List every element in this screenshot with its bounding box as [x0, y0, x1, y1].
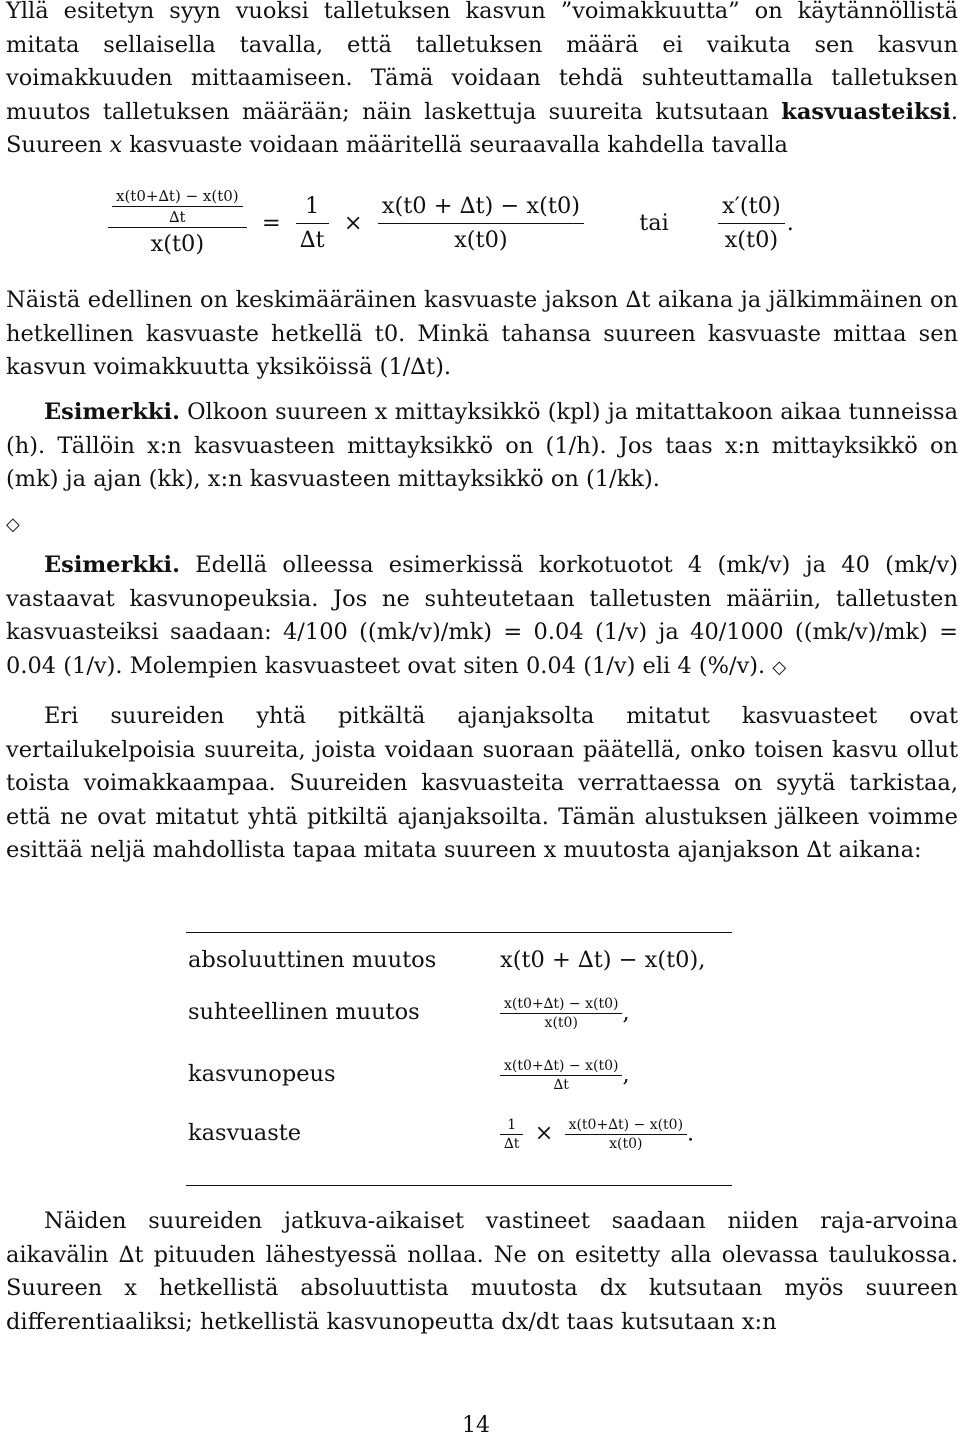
rhs-denominator: x(t0): [454, 227, 508, 254]
table-row: [188, 1044, 705, 1106]
intro-text-3: kasvuaste voidaan määritellä seuraavalla kahdella tavalla: [122, 132, 788, 158]
growth-rate-times: ×: [534, 1120, 554, 1146]
or-word: tai: [639, 209, 669, 236]
continuous-paragraph: Näiden suureiden jatkuva-aikaiset vastineet saadaan niiden raja-arvoina aikavälin ∆t pituuden lähestyessä nollaa. Ne on esitetty alla olevassa taulukossa. Suureen x hetkellistä absoluuttista muutosta dx kutsutaan myös suureen differentiaaliksi; hetkellistä kasvunopeutta dx/dt taas kutsutaan x:n: [6, 1208, 958, 1335]
example-2-text: Edellä olleessa esimerkissä korkotuotot 4 (mk/v) ja 40 (mk/v) vastaavat kasvunopeuksia. Jos ne suhteutetaan talletusten määriin, talletusten kasvuasteiksi saadaan: 4/100 ((mk/v)/mk) = 0.04 (1/v) ja 40/1000 ((mk/v)/mk) = 0.04 (1/v). Molempien kasvuasteet ovat siten 0.04 (1/v) eli 4 (%/v).: [6, 552, 958, 679]
period: .: [687, 1120, 695, 1146]
table-row: [188, 1106, 705, 1162]
derivative-denominator: x(t0): [724, 227, 779, 254]
growth-rate-dt: ∆t: [504, 1135, 520, 1152]
example-1-label: Esimerkki.: [44, 399, 180, 425]
row-label-growth-rate: kasvuaste: [188, 1120, 302, 1147]
example-1: [6, 396, 958, 497]
rhs-numerator: x(t0 + ∆t) − x(t0): [378, 190, 584, 225]
lhs-denominator: x(t0): [150, 231, 205, 257]
term-kasvuasteiksi: kasvuasteiksi: [781, 98, 951, 125]
definitions-table: [188, 940, 705, 1162]
lhs-inner-numerator: x(t0+∆t) − x(t0): [112, 186, 243, 207]
lhs-inner-denominator: ∆t: [169, 208, 186, 226]
row-expr-growth-speed: [500, 1044, 705, 1106]
comma: ,: [622, 1061, 630, 1087]
page-number: 14: [462, 1413, 490, 1438]
comparison-paragraph: Eri suureiden yhtä pitkältä ajanjaksolta mitatut kasvuasteet ovat vertailukelpoisia suureita, joista voidaan suoraan päätellä, onko toisen kasvu ollut toista voimakkaampaa. Suureiden kasvuasteita verrattaessa on syytä tarkistaa, että ne ovat mitatut yhtä pitkiltä ajanjaksoilta. Tämän alustuksen jälkeen voimme esittää neljä mahdollista tapaa mitata suureen x muutosta ajanjakson ∆t aikana:: [6, 703, 958, 863]
intro-text-2: . Suureen: [6, 98, 958, 158]
example-2: [6, 549, 958, 684]
relative-change-numerator: x(t0+∆t) − x(t0): [500, 995, 622, 1014]
one-numerator: 1: [296, 190, 329, 225]
table-row: [188, 940, 705, 982]
growth-speed-numerator: x(t0+∆t) − x(t0): [500, 1057, 622, 1076]
relative-change-denominator: x(t0): [544, 1014, 578, 1031]
comma: ,: [622, 999, 630, 1025]
table-row: [188, 982, 705, 1044]
row-expr-relative-change: [500, 982, 705, 1044]
table-top-rule: [186, 932, 732, 933]
row-label-growth-speed: kasvunopeus: [188, 1061, 336, 1088]
equals-sign: =: [261, 209, 281, 236]
growth-rate-one: 1: [500, 1116, 523, 1135]
intro-paragraph: [6, 0, 958, 163]
row-label-relative-change: suhteellinen muutos: [188, 999, 420, 1026]
row-expr-absolute-change: x(t0 + ∆t) − x(t0),: [500, 947, 706, 974]
explanation-paragraph: Näistä edellinen on keskimääräinen kasvuaste jakson ∆t aikana ja jälkimmäinen on hetkellinen kasvuaste hetkellä t0. Minkä tahansa suureen kasvuaste mittaa sen kasvun voimakkuutta yksiköissä (1/∆t).: [6, 287, 958, 380]
example-2-end-mark: ◇: [772, 656, 787, 678]
derivative-numerator: x′(t0): [718, 190, 785, 225]
table-bottom-rule: [186, 1185, 732, 1186]
derivative-fraction: [718, 190, 785, 258]
growth-rate-numerator: x(t0+∆t) − x(t0): [565, 1116, 687, 1135]
growth-rate-equation: [106, 186, 960, 262]
intro-text: Yllä esitetyn syyn vuoksi talletuksen kasvun ”voimakkuutta” on käytännöllistä mitata sellaisella tavalla, että talletuksen määrä ei vaikuta sen kasvun voimakkuuden mittaamiseen. Tämä voidaan tehdä suhteuttamalla talletuksen muutos talletuksen määrään; näin laskettuja suureita kutsutaan: [6, 0, 958, 125]
rhs-fraction: [378, 190, 584, 258]
times-sign: ×: [343, 209, 363, 236]
example-1-end-mark: ◇: [6, 514, 20, 535]
growth-rate-denominator: x(t0): [609, 1135, 643, 1152]
growth-speed-denominator: ∆t: [553, 1076, 569, 1093]
lhs-inner-fraction: [112, 186, 243, 227]
var-x: x: [109, 132, 123, 158]
lhs-compound-fraction: [108, 186, 247, 262]
dt-denominator: ∆t: [299, 227, 325, 254]
example-1-text: Olkoon suureen x mittayksikkö (kpl) ja mitattakoon aikaa tunneissa (h). Tällöin x:n kasvuasteen mittayksikkö on (1/h). Jos taas x:n mittayksikkö on (mk) ja ajan (kk), x:n kasvuasteen mittayksikkö on (1/kk).: [6, 399, 958, 492]
row-expr-growth-rate: [500, 1106, 705, 1162]
one-over-dt: [296, 190, 329, 258]
example-2-label: Esimerkki.: [44, 552, 180, 578]
row-label-absolute-change: absoluuttinen muutos: [188, 947, 437, 974]
equation-period: .: [786, 209, 794, 236]
